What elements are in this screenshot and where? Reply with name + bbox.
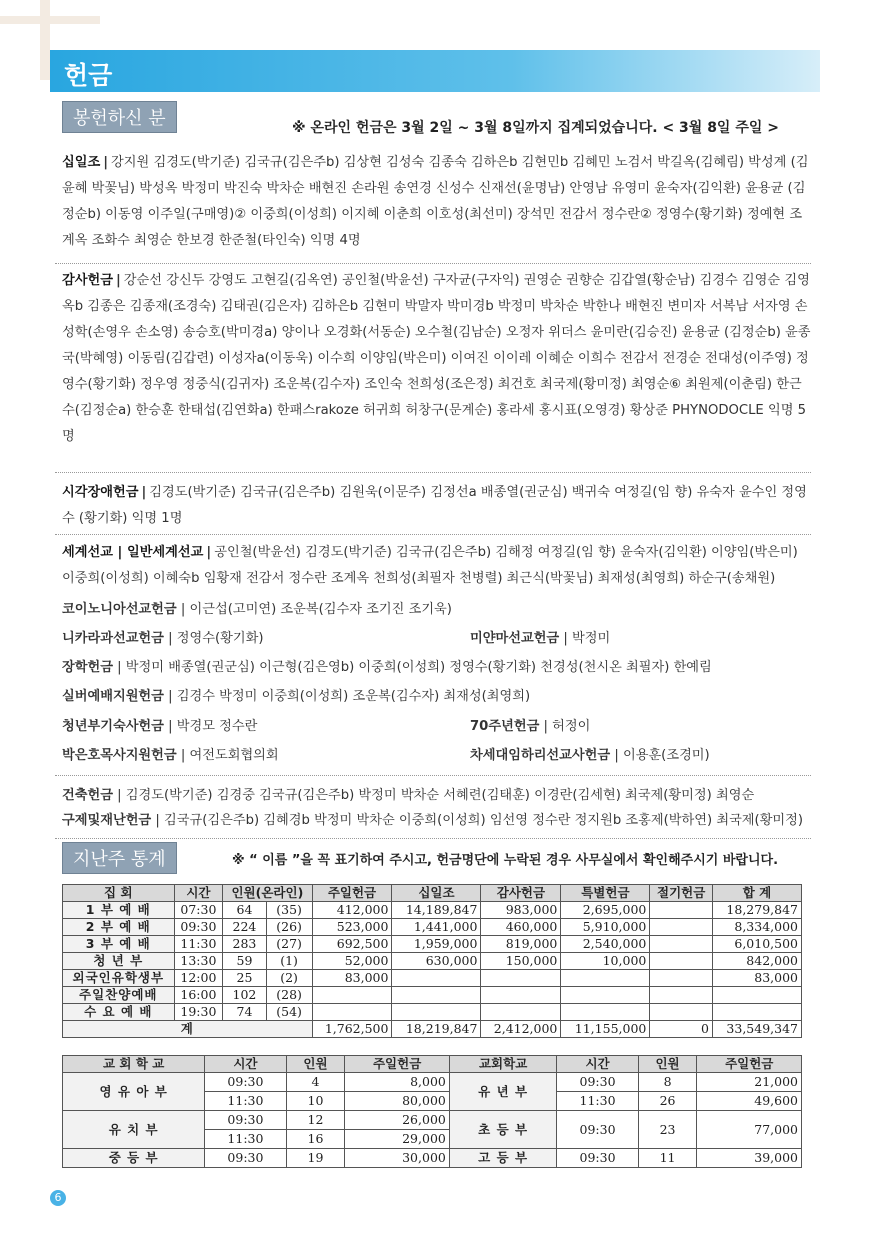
church-school-table	[62, 1055, 802, 1168]
cell-special	[561, 970, 650, 987]
tithe-title: 십일조	[62, 155, 101, 170]
cell-online: (28)	[266, 987, 312, 1004]
nicaragua-text: 정영수(황기화)	[176, 631, 264, 646]
cell-online: (54)	[266, 1004, 312, 1021]
cell-special: 5,910,000	[561, 919, 650, 936]
cell-sunday: 412,000	[312, 902, 392, 919]
cornerstone-text: 이근섭(고미연) 조운복(김수자 조기진 조기욱)	[189, 602, 452, 617]
cell-sunday: 52,000	[312, 953, 392, 970]
col-header: 십일조	[392, 885, 481, 902]
col-header: 집 회	[63, 885, 175, 902]
myanmar-text: 박정미	[572, 631, 611, 646]
school-people: 19	[286, 1149, 345, 1168]
cell-special	[561, 987, 650, 1004]
col-header: 교 회 학 교	[63, 1056, 205, 1073]
cell-name: 청 년 부	[63, 953, 175, 970]
cell-name: 외국인유학생부	[63, 970, 175, 987]
cell-people: 102	[223, 987, 266, 1004]
scholarship-text: 박정미 배종열(권군심) 이근형(김은영b) 이중희(이성희) 정영수(황기화) 천경성(천시온 최필자) 한예림	[125, 660, 712, 675]
cell-total: 18,279,847	[712, 902, 801, 919]
cell-name: 1 부 예 배	[63, 902, 175, 919]
cell-thanks: 150,000	[481, 953, 561, 970]
school-name: 초 등 부	[449, 1111, 557, 1149]
school-time: 09:30	[557, 1149, 638, 1168]
youth-title: 청년부기숙사헌금	[62, 719, 164, 734]
mission-title: 세계선교 | 일반세계선교	[62, 545, 204, 560]
table-row	[63, 919, 802, 936]
school-people: 11	[638, 1149, 697, 1168]
cornerstone-row: 코이노니아선교헌금 | 이근섭(고미연) 조운복(김수자 조기진 조기욱)	[62, 602, 452, 617]
welfare-text: 여전도회협의회	[189, 748, 279, 763]
col-header: 합 계	[712, 885, 801, 902]
cell-season	[650, 919, 713, 936]
school-offering: 29,000	[345, 1130, 449, 1149]
cell-special	[561, 1004, 650, 1021]
cell-name: 수 요 예 배	[63, 1004, 175, 1021]
cell-name: 3 부 예 배	[63, 936, 175, 953]
school-offering: 49,600	[697, 1092, 802, 1111]
col-header: 주일헌금	[697, 1056, 802, 1073]
cell-special: 2,695,000	[561, 902, 650, 919]
nextgen-row: 차세대임하리선교사헌금 | 이용훈(조경미)	[470, 748, 710, 763]
cell-season	[650, 970, 713, 987]
cell-sunday: 83,000	[312, 970, 392, 987]
school-people: 23	[638, 1111, 697, 1149]
cell-thanks	[481, 987, 561, 1004]
cell-tithe: 14,189,847	[392, 902, 481, 919]
cross-decoration-horizontal	[0, 16, 100, 24]
table-row	[63, 936, 802, 953]
cell-online: (26)	[266, 919, 312, 936]
relief-text: 김국규(김은주b) 김혜경b 박정미 박차순 이중희(이성희) 임선영 정수란 정지원b 조홍제(박하연) 최국제(황미정)	[164, 813, 804, 828]
cell-time: 19:30	[174, 1004, 223, 1021]
school-offering: 21,000	[697, 1073, 802, 1092]
cell-total	[712, 987, 801, 1004]
school-name: 유 년 부	[449, 1073, 557, 1111]
school-name: 영 유 아 부	[63, 1073, 205, 1111]
school-time: 09:30	[557, 1073, 638, 1092]
youth-text: 박경모 정수란	[176, 719, 258, 734]
school-time: 09:30	[205, 1149, 286, 1168]
school-offering: 30,000	[345, 1149, 449, 1168]
cell-time: 07:30	[174, 902, 223, 919]
cell-online: (27)	[266, 936, 312, 953]
cell-people: 224	[223, 919, 266, 936]
cell-time: 11:30	[174, 936, 223, 953]
col-header: 교회학교	[449, 1056, 557, 1073]
col-header: 인원(온라인)	[223, 885, 312, 902]
cell-thanks	[481, 1004, 561, 1021]
total-row	[63, 1021, 802, 1038]
table-row	[63, 970, 802, 987]
col-header: 인원	[638, 1056, 697, 1073]
school-offering: 80,000	[345, 1092, 449, 1111]
service-stats-table	[62, 884, 802, 1038]
table-header-row	[63, 885, 802, 902]
building-row: 건축헌금 | 김경도(박기준) 김경중 김국규(김은주b) 박정미 박차순 서혜련(김태훈) 이경란(김세현) 최국제(황미정) 최영순	[62, 788, 755, 803]
disabled-text: 김경도(박기준) 김국규(김은주b) 김원욱(이문주) 김정선a 배종열(권군심) 백귀숙 여정길(임 향) 유숙자 윤수인 정영수 (황기화) 익명 1명	[62, 485, 807, 526]
donors-label: 봉헌하신 분	[62, 101, 177, 133]
cell-sunday: 523,000	[312, 919, 392, 936]
school-people: 12	[286, 1111, 345, 1130]
cell-tithe	[392, 970, 481, 987]
cell-total: 6,010,500	[712, 936, 801, 953]
col-header: 인원	[286, 1056, 345, 1073]
school-name: 고 등 부	[449, 1149, 557, 1168]
cross-decoration-vertical	[40, 0, 50, 80]
myanmar-title: 미얀마선교헌금	[470, 631, 560, 646]
col-header: 시간	[205, 1056, 286, 1073]
thanks-title: 감사헌금	[62, 273, 113, 288]
col-header: 시간	[557, 1056, 638, 1073]
total-thanks: 2,412,000	[481, 1021, 561, 1038]
total-total: 33,549,347	[712, 1021, 801, 1038]
nicaragua-title: 니카라과선교헌금	[62, 631, 164, 646]
school-offering: 39,000	[697, 1149, 802, 1168]
anniv-row: 70주년헌금 | 허정이	[470, 719, 591, 734]
table-row	[63, 1073, 802, 1092]
donors-notice: ※ 온라인 헌금은 3월 2일 ~ 3월 8일까지 집계되었습니다. < 3월 8일 주일 >	[292, 120, 779, 136]
page-number: 6	[50, 1190, 66, 1206]
cell-tithe: 630,000	[392, 953, 481, 970]
cell-season	[650, 902, 713, 919]
cell-total: 8,334,000	[712, 919, 801, 936]
school-time: 11:30	[205, 1130, 286, 1149]
total-special: 11,155,000	[561, 1021, 650, 1038]
school-time: 09:30	[205, 1111, 286, 1130]
cell-tithe	[392, 1004, 481, 1021]
header-bar	[50, 50, 820, 92]
cell-season	[650, 936, 713, 953]
school-name: 중 등 부	[63, 1149, 205, 1168]
divider	[55, 263, 811, 264]
nextgen-text: 이용훈(조경미)	[622, 748, 710, 763]
mission-section: 세계선교 | 일반세계선교 | 공인철(박윤선) 김경도(박기준) 김국규(김은주b) 김해정 여정길(임 향) 윤숙자(김익환) 이양임(박은미) 이중희(이성희) 이혜숙b 임황재 전감서 정수란 조계옥 천희성(최필자 천병렬) 최근식(박꽃님) 최재성(최영희) 하순구(송채원)	[62, 545, 798, 586]
myanmar-row: 미얀마선교헌금 | 박정미	[470, 631, 611, 646]
cell-time: 16:00	[174, 987, 223, 1004]
cell-thanks: 460,000	[481, 919, 561, 936]
scholarship-row: 장학헌금 | 박정미 배종열(권군심) 이근형(김은영b) 이중희(이성희) 정영수(황기화) 천경성(천시온 최필자) 한예림	[62, 660, 712, 675]
cell-season	[650, 1004, 713, 1021]
school-offering: 26,000	[345, 1111, 449, 1130]
cell-time: 09:30	[174, 919, 223, 936]
cell-thanks: 819,000	[481, 936, 561, 953]
divider	[55, 838, 811, 839]
cell-people: 64	[223, 902, 266, 919]
table-header-row	[63, 1056, 802, 1073]
table-row	[63, 1111, 802, 1130]
thanks-text: 강순선 강신두 강영도 고현길(김옥연) 공인철(박윤선) 구자균(구자익) 권영순 권향순 김갑열(황순남) 김경수 김영순 김영옥b 김종은 김종재(조경숙) 김태권(김은자) 김하은b 김현미 박말자 박미경b 박정미 박차순 박한나 배현진 변미자 서복남 서자영 손성학(손영우 손소영) 송승호(박미경a) 양이나 오경화(서동순) 오수철(김남순) 오정자 위더스 윤미란(김승진) 윤용균 (김정순b) 윤종국(박혜영) 이동림(김갑련) 이성자a(이동욱) 이수희 이양임(박은미) 이여진 이이레 이혜순 이희수 전감서 전경순 전대성(이주영) 정영수(황기화) 정우영 정중식(김귀자) 조운복(김수자) 조인숙 천희성(조은정) 최건호 최국제(황미정) 최영순⑥ 최원제(이춘림) 한근수(김정순a) 한승훈 한태섭(김연화a) 한패스rakoze 허귀희 허창구(문계순) 홍라세 홍시표(오영경) 황상준 PHYNODOCLE 익명 5명	[62, 273, 811, 444]
table-row	[63, 1149, 802, 1168]
relief-title: 구제및재난헌금	[62, 813, 152, 828]
school-people: 16	[286, 1130, 345, 1149]
divider	[55, 534, 811, 535]
nicaragua-row: 니카라과선교헌금 | 정영수(황기화)	[62, 631, 264, 646]
table-row	[63, 902, 802, 919]
col-header: 시간	[174, 885, 223, 902]
stats-label: 지난주 통계	[62, 842, 177, 874]
total-tithe: 18,219,847	[392, 1021, 481, 1038]
cell-sunday: 692,500	[312, 936, 392, 953]
divider	[55, 775, 811, 776]
cell-thanks	[481, 970, 561, 987]
cell-total	[712, 1004, 801, 1021]
cell-online: (35)	[266, 902, 312, 919]
welfare-row: 박은호목사지원헌금 | 여전도회협의회	[62, 748, 279, 763]
welfare-title: 박은호목사지원헌금	[62, 748, 177, 763]
table-row	[63, 1004, 802, 1021]
school-people: 8	[638, 1073, 697, 1092]
table-row	[63, 953, 802, 970]
cell-tithe	[392, 987, 481, 1004]
tithe-text: 강지원 김경도(박기준) 김국규(김은주b) 김상현 김성숙 김종숙 김하은b 김현민b 김혜민 노검서 박길옥(김혜림) 박성계 (김윤혜 박꽃님) 박성옥 박정미 박진숙 박차순 배현진 손라원 송연경 신성수 신재선(윤명남) 안영남 유영미 윤숙자(김익환) 윤용균 (김정순b) 이동영 이주일(구매영)② 이중희(이성희) 이지혜 이춘희 이호성(최선미) 장석민 전감서 정수란② 정영수(황기화) 정예현 조계옥 조화수 최영순 한보경 한준철(타인숙) 익명 4명	[62, 155, 809, 248]
senior-text: 김경수 박정미 이중희(이성희) 조운복(김수자) 최재성(최영희)	[176, 689, 531, 704]
cell-special: 2,540,000	[561, 936, 650, 953]
cell-sunday	[312, 987, 392, 1004]
disabled-title: 시각장애헌금	[62, 485, 139, 500]
cell-season	[650, 953, 713, 970]
stats-notice: ※ “ 이름 ”을 꼭 표기하여 주시고, 헌금명단에 누락된 경우 사무실에서 확인해주시기 바랍니다.	[232, 853, 779, 868]
cell-online: (2)	[266, 970, 312, 987]
thanks-section: 감사헌금 | 강순선 강신두 강영도 고현길(김옥연) 공인철(박윤선) 구자균(구자익) 권영순 권향순 김갑열(황순남) 김경수 김영순 김영옥b 김종은 김종재(조경숙) 김태권(김은자) 김하은b 김현미 박말자 박미경b 박정미 박차순 박한나 배현진 변미자 서복남 서자영 손성학(손영우 손소영) 송승호(박미경a) 양이나 오경화(서동순) 오수철(김남순) 오정자 위더스 윤미란(김승진) 윤용균 (김정순b) 윤종국(박혜영) 이동림(김갑련) 이성자a(이동욱) 이수희 이양임(박은미) 이여진 이이레 이혜순 이희수 전감서 전경순 전대성(이주영) 정영수(황기화) 정우영 정중식(김귀자) 조운복(김수자) 조인숙 천희성(조은정) 최건호 최국제(황미정) 최영순⑥ 최원제(이춘림) 한근수(김정순a) 한승훈 한태섭(김연화a) 한패스rakoze 허귀희 허창구(문계순) 홍라세 홍시표(오영경) 황상준 PHYNODOCLE 익명 5명	[62, 273, 811, 444]
cell-people: 74	[223, 1004, 266, 1021]
relief-row: 구제및재난헌금 | 김국규(김은주b) 김혜경b 박정미 박차순 이중희(이성희) 임선영 정수란 정지원b 조홍제(박하연) 최국제(황미정)	[62, 813, 804, 828]
school-people: 26	[638, 1092, 697, 1111]
col-header: 절기헌금	[650, 885, 713, 902]
youth-row: 청년부기숙사헌금 | 박경모 정수란	[62, 719, 258, 734]
divider	[55, 472, 811, 473]
col-header: 주일헌금	[345, 1056, 449, 1073]
total-sunday: 1,762,500	[312, 1021, 392, 1038]
total-season: 0	[650, 1021, 713, 1038]
cell-people: 59	[223, 953, 266, 970]
school-people: 10	[286, 1092, 345, 1111]
cell-tithe: 1,959,000	[392, 936, 481, 953]
mission-text: 공인철(박윤선) 김경도(박기준) 김국규(김은주b) 김해정 여정길(임 향) 윤숙자(김익환) 이양임(박은미) 이중희(이성희) 이혜숙b 임황재 전감서 정수란 조계옥 천희성(최필자 천병렬) 최근식(박꽃님) 최재성(최영희) 하순구(송채원)	[62, 545, 798, 586]
school-time: 11:30	[205, 1092, 286, 1111]
disabled-section: 시각장애헌금 | 김경도(박기준) 김국규(김은주b) 김원욱(이문주) 김정선a 배종열(권군심) 백귀숙 여정길(임 향) 유숙자 윤수인 정영수 (황기화) 익명 1명	[62, 485, 807, 526]
total-label: 계	[63, 1021, 313, 1038]
cell-time: 12:00	[174, 970, 223, 987]
school-offering: 8,000	[345, 1073, 449, 1092]
school-time: 09:30	[205, 1073, 286, 1092]
cell-special: 10,000	[561, 953, 650, 970]
cell-total: 842,000	[712, 953, 801, 970]
school-time: 09:30	[557, 1111, 638, 1149]
col-header: 감사헌금	[481, 885, 561, 902]
cell-name: 주일찬양예배	[63, 987, 175, 1004]
cell-tithe: 1,441,000	[392, 919, 481, 936]
school-name: 유 치 부	[63, 1111, 205, 1149]
building-text: 김경도(박기준) 김경중 김국규(김은주b) 박정미 박차순 서혜련(김태훈) 이경란(김세현) 최국제(황미정) 최영순	[125, 788, 755, 803]
school-offering: 77,000	[697, 1111, 802, 1149]
cell-time: 13:30	[174, 953, 223, 970]
school-people: 4	[286, 1073, 345, 1092]
senior-title: 실버예배지원헌금	[62, 689, 164, 704]
tithe-section: 십일조 | 강지원 김경도(박기준) 김국규(김은주b) 김상현 김성숙 김종숙 김하은b 김현민b 김혜민 노검서 박길옥(김혜림) 박성계 (김윤혜 박꽃님) 박성옥 박정미 박진숙 박차순 배현진 손라원 송연경 신성수 신재선(윤명남) 안영남 유영미 윤숙자(김익환) 윤용균 (김정순b) 이동영 이주일(구매영)② 이중희(이성희) 이지혜 이춘희 이호성(최선미) 장석민 전감서 정수란② 정영수(황기화) 정예현 조계옥 조화수 최영순 한보경 한준철(타인숙) 익명 4명	[62, 155, 809, 248]
page-title: 헌금	[64, 61, 113, 90]
building-title: 건축헌금	[62, 788, 113, 803]
col-header: 특별헌금	[561, 885, 650, 902]
anniv-title: 70주년헌금	[470, 719, 540, 734]
nextgen-title: 차세대임하리선교사헌금	[470, 748, 611, 763]
cornerstone-title: 코이노니아선교헌금	[62, 602, 177, 617]
school-time: 11:30	[557, 1092, 638, 1111]
cell-sunday	[312, 1004, 392, 1021]
anniv-text: 허정이	[552, 719, 591, 734]
cell-people: 283	[223, 936, 266, 953]
scholarship-title: 장학헌금	[62, 660, 113, 675]
cell-total: 83,000	[712, 970, 801, 987]
cell-name: 2 부 예 배	[63, 919, 175, 936]
cell-season	[650, 987, 713, 1004]
col-header: 주일헌금	[312, 885, 392, 902]
cell-people: 25	[223, 970, 266, 987]
cell-online: (1)	[266, 953, 312, 970]
cell-thanks: 983,000	[481, 902, 561, 919]
senior-row: 실버예배지원헌금 | 김경수 박정미 이중희(이성희) 조운복(김수자) 최재성(최영희)	[62, 689, 531, 704]
table-row	[63, 987, 802, 1004]
